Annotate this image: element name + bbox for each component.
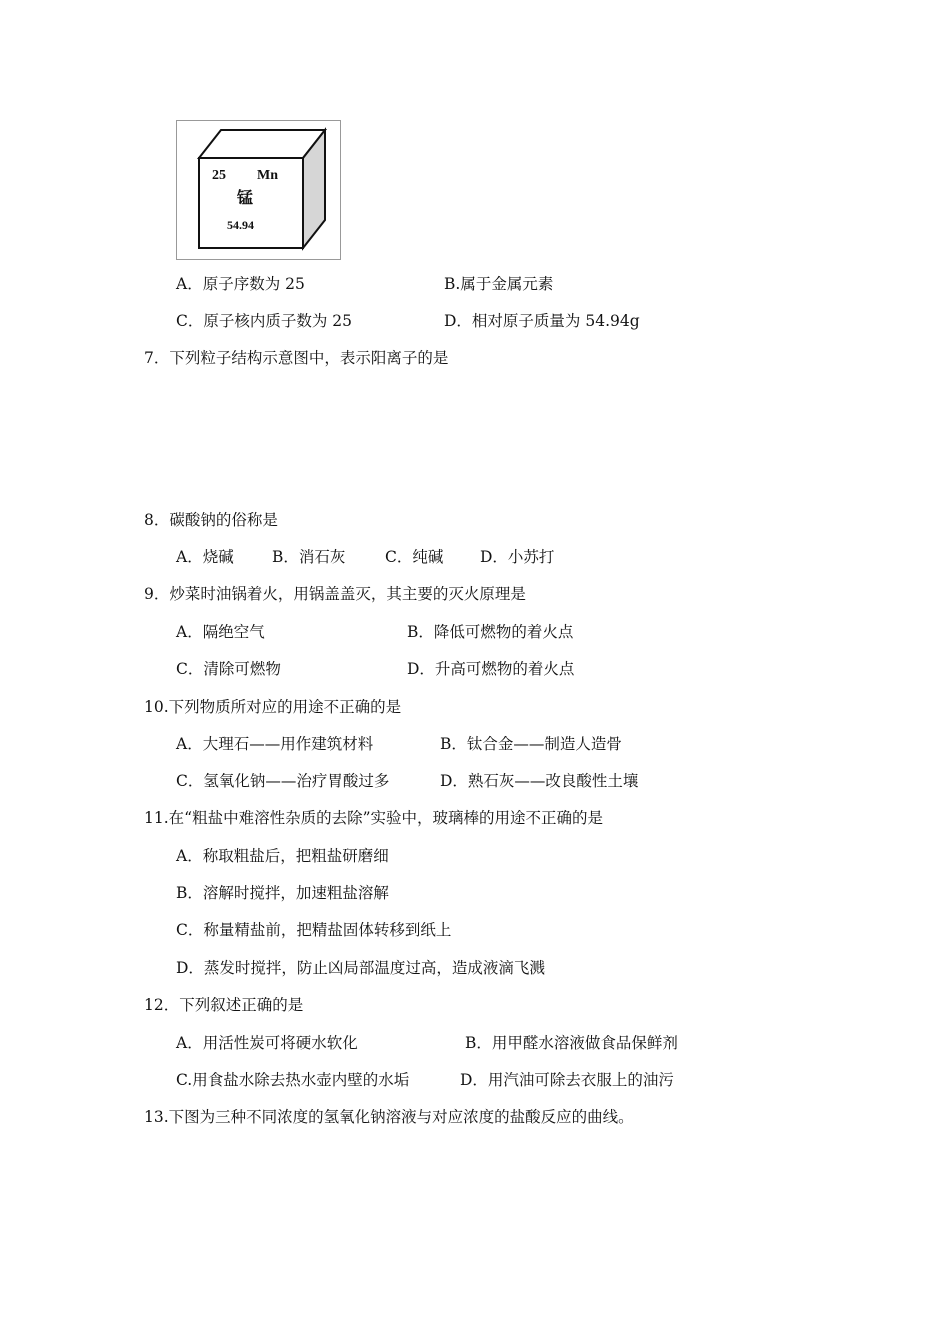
q8-stem: 8．碳酸钠的俗称是 [144,511,278,529]
q10-option-a: A．大理石——用作建筑材料 [176,735,374,753]
q9-option-a: A．隔绝空气 [176,623,265,641]
atomic-number: 25 [212,168,226,183]
q9-option-c: C．清除可燃物 [176,660,281,678]
element-name: 锰 [237,190,254,207]
q6-option-d: D．相对原子质量为 54.94g [444,312,640,330]
q11-option-c: C．称量精盐前，把精盐固体转移到纸上 [176,921,452,939]
q10-option-d: D．熟石灰——改良酸性土壤 [440,772,639,790]
q12-option-d: D．用汽油可除去衣服上的油污 [460,1071,674,1089]
q9-option-d: D．升高可燃物的着火点 [407,660,575,678]
q8-option-b: B．消石灰 [272,548,346,566]
q11-option-a: A．称取粗盐后，把粗盐研磨细 [176,847,389,865]
q9-stem: 9．炒菜时油锅着火，用锅盖盖灭，其主要的灭火原理是 [144,585,526,603]
q11-option-d: D．蒸发时搅拌，防止凶局部温度过高，造成液滴飞溅 [176,959,545,977]
q10-stem: 10.下列物质所对应的用途不正确的是 [144,698,402,716]
q10-option-c: C．氢氧化钠——治疗胃酸过多 [176,772,390,790]
q12-option-c: C.用食盐水除去热水壶内壁的水垢 [176,1071,410,1089]
q13-stem: 13.下图为三种不同浓度的氢氧化钠溶液与对应浓度的盐酸反应的曲线。 [144,1108,634,1126]
q11-option-b: B．溶解时搅拌，加速粗盐溶解 [176,884,389,902]
element-cube-graphic [177,121,340,259]
q8-option-c: C．纯碱 [385,548,444,566]
q11-stem: 11.在“粗盐中难溶性杂质的去除”实验中，玻璃棒的用途不正确的是 [144,809,604,827]
element-symbol: Mn [257,168,278,183]
q7-stem: 7．下列粒子结构示意图中，表示阳离子的是 [144,349,449,367]
q8-option-d: D．小苏打 [480,548,555,566]
q8-option-a: A．烧碱 [176,548,234,566]
q6-option-c: C．原子核内质子数为 25 [176,312,353,330]
q12-stem: 12．下列叙述正确的是 [144,996,304,1014]
q12-option-a: A．用活性炭可将硬水软化 [176,1034,358,1052]
atomic-mass: 54.94 [227,218,254,232]
q6-option-b: B.属于金属元素 [444,275,554,293]
element-card-figure [176,120,341,260]
q12-option-b: B．用甲醛水溶液做食品保鲜剂 [465,1034,678,1052]
q9-option-b: B．降低可燃物的着火点 [407,623,574,641]
q6-option-a: A．原子序数为 25 [176,275,305,293]
q10-option-b: B．钛合金——制造人造骨 [440,735,622,753]
